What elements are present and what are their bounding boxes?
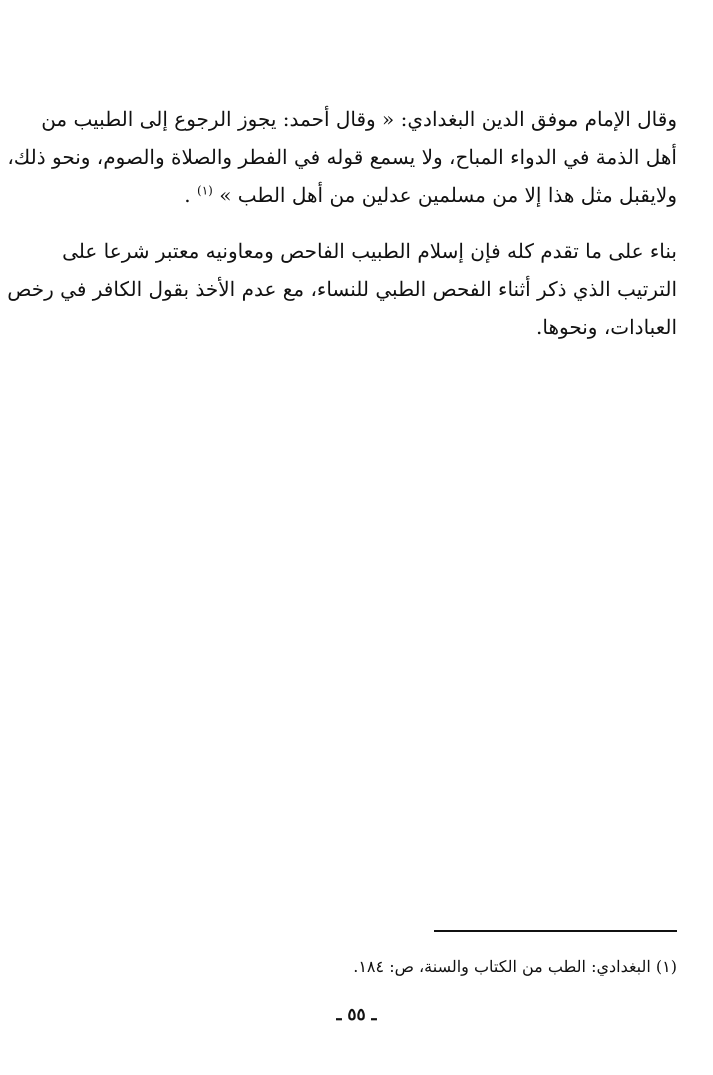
footnote-reference[interactable]: (١) xyxy=(197,183,213,198)
paragraph-line: بناء على ما تقدم كله فإن إسلام الطبيب الفاحص ومعاونيه معتبر شرعا على xyxy=(62,239,677,263)
paragraph-line: الترتيب الذي ذكر أثناء الفحص الطبي للنساء، مع عدم الأخذ بقول الكافر في رخص xyxy=(7,277,677,301)
footnote: (١) البغدادي: الطب من الكتاب والسنة، ص: ١٨٤. xyxy=(353,957,677,976)
paragraph-line: أهل الذمة في الدواء المباح، ولا يسمع قوله في الفطر والصلاة والصوم، ونحو ذلك، xyxy=(7,145,677,169)
paragraph-conclusion xyxy=(7,232,677,346)
paragraph-line-last xyxy=(77,176,677,214)
end-punctuation: . xyxy=(184,183,197,207)
page-number: ـ ٥٥ ـ xyxy=(336,1005,377,1025)
paragraph-line: وقال الإمام موفق الدين البغدادي: « وقال أحمد: يجوز الرجوع إلى الطبيب من xyxy=(41,107,677,131)
paragraph-quote xyxy=(7,100,677,214)
paragraph-line: العبادات، ونحوها. xyxy=(536,315,677,339)
footnote-divider xyxy=(434,930,677,932)
paragraph-line-text: ولايقبل مثل هذا إلا من مسلمين عدلين من أهل الطب » xyxy=(219,183,677,207)
